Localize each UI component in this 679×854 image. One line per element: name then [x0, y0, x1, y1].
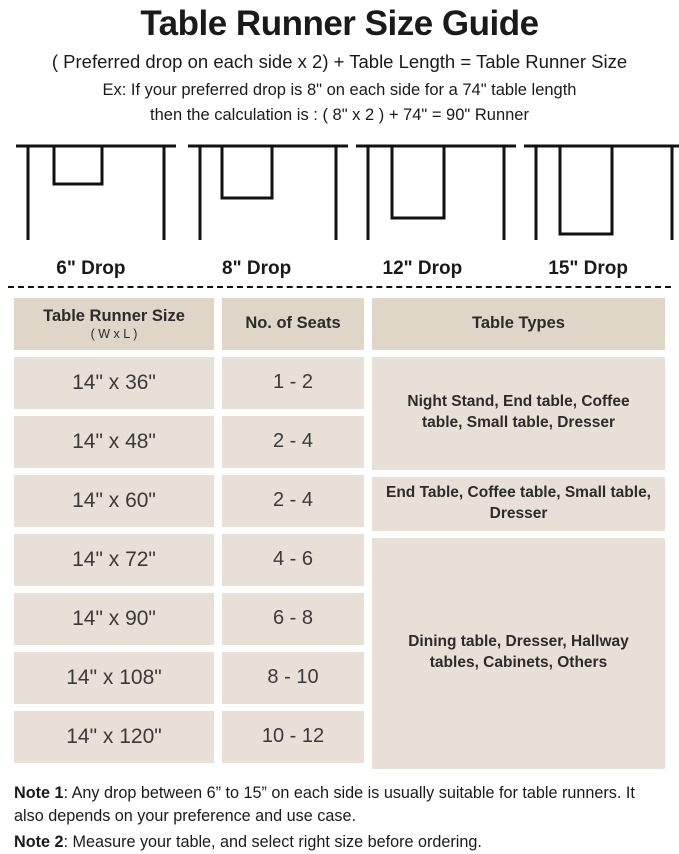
example-line-1: Ex: If your preferred drop is 8" on each side for a 74" table length	[102, 81, 577, 100]
divider	[8, 286, 671, 288]
drop-label-4: 15" Drop	[548, 257, 628, 279]
seats-column-header: No. of Seats	[222, 298, 364, 350]
size-column-header	[14, 298, 214, 350]
size-header-label: Table Runner Size	[43, 306, 185, 325]
table-row: 6 - 8	[222, 593, 364, 645]
table-row: 2 - 4	[222, 475, 364, 527]
size-table	[8, 298, 671, 776]
note-2	[14, 831, 665, 854]
example-line-2: then the calculation is : ( 8" x 2 ) + 74" = 90" Runner	[150, 105, 529, 124]
table-row: 14" x 72"	[14, 534, 214, 586]
table-row: 14" x 36"	[14, 357, 214, 409]
note-1-text: : Any drop between 6” to 15” on each side is usually suitable for table runners. It also depends on your preference and use case.	[14, 783, 635, 826]
table-row: 8 - 10	[222, 652, 364, 704]
size-column	[14, 298, 214, 776]
drop-label-2: 8" Drop	[222, 257, 292, 279]
table-row: Dining table, Dresser, Hallway tables, Cabinets, Others	[372, 538, 665, 769]
table-row: 10 - 12	[222, 711, 364, 763]
note-1	[14, 782, 665, 829]
notes-section	[8, 782, 671, 854]
table-row: 2 - 4	[222, 416, 364, 468]
table-row: Night Stand, End table, Coffee table, Small table, Dresser	[372, 357, 665, 470]
drop-illustration	[8, 136, 671, 256]
types-column	[372, 298, 665, 776]
table-row: 14" x 60"	[14, 475, 214, 527]
size-header-sublabel: ( W x L )	[90, 326, 138, 341]
drop-label-3: 12" Drop	[382, 257, 463, 279]
drop-label-row	[8, 258, 671, 280]
table-row: 4 - 6	[222, 534, 364, 586]
note-2-label: Note 2	[14, 832, 64, 851]
drop-label-1: 6" Drop	[56, 257, 126, 279]
page-title: Table Runner Size Guide	[140, 4, 539, 43]
table-row: 14" x 48"	[14, 416, 214, 468]
note-2-text: : Measure your table, and select right size before ordering.	[63, 832, 482, 851]
formula-line: ( Preferred drop on each side x 2) + Table Length = Table Runner Size	[51, 51, 628, 73]
tables-with-runners-svg	[8, 136, 671, 254]
types-column-header: Table Types	[372, 298, 665, 350]
table-row: End Table, Coffee table, Small table, Dresser	[372, 477, 665, 531]
table-row: 14" x 90"	[14, 593, 214, 645]
table-row: 14" x 120"	[14, 711, 214, 763]
table-row: 1 - 2	[222, 357, 364, 409]
size-guide-page	[0, 4, 679, 851]
seats-column	[222, 298, 364, 776]
table-row: 14" x 108"	[14, 652, 214, 704]
note-1-label: Note 1	[14, 783, 64, 802]
